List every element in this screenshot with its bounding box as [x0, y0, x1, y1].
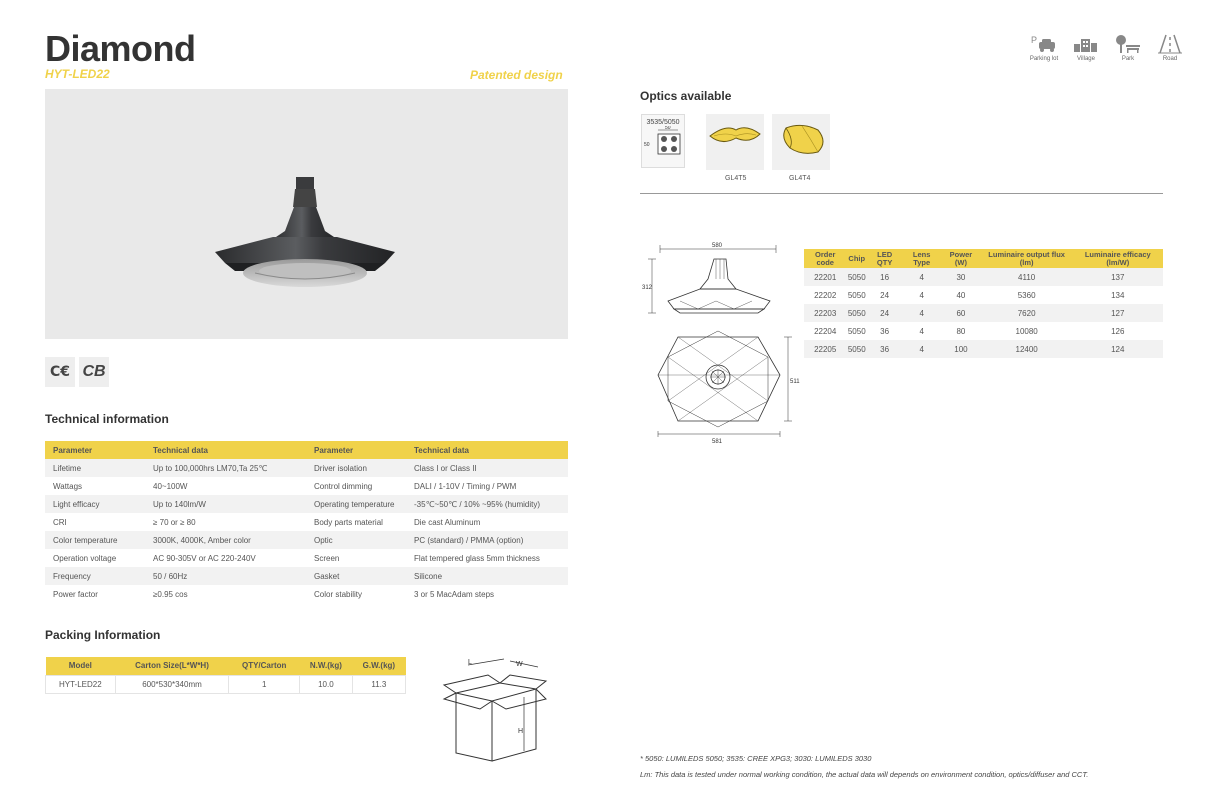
table-cell: 126 — [1073, 322, 1163, 340]
table-cell: Control dimming — [306, 477, 406, 495]
footnote-conditions: Lm: This data is tested under normal working condition, the actual data will depends on environment condition, optics/diffuser and CCT. — [640, 770, 1089, 779]
table-row — [45, 513, 568, 531]
technical-info-title: Technical information — [45, 412, 169, 426]
table-cell: 5360 — [981, 286, 1073, 304]
cb-mark: CB — [79, 357, 109, 387]
dim-width-bottom: 581 — [712, 439, 723, 445]
table-cell: Body parts material — [306, 513, 406, 531]
col-header: Chip — [846, 249, 867, 268]
table-cell: 137 — [1073, 268, 1163, 286]
table-cell: 24 — [867, 286, 902, 304]
table-cell: 60 — [941, 304, 981, 322]
carton-box-diagram — [440, 655, 550, 765]
table-cell: 11.3 — [352, 675, 405, 693]
table-cell: Flat tempered glass 5mm thickness — [406, 549, 568, 567]
table-header-row — [46, 657, 406, 675]
box-label-l: L — [468, 659, 472, 666]
patented-label: Patented design — [470, 68, 563, 82]
table-cell: 22201 — [804, 268, 846, 286]
dim-width-top: 580 — [712, 243, 723, 249]
col-header: Luminaire efficacy (lm/W) — [1073, 249, 1163, 268]
table-cell: 1 — [229, 675, 300, 693]
table-cell: Color stability — [306, 585, 406, 603]
luminaire-image — [45, 89, 568, 339]
col-header: Model — [46, 657, 116, 675]
certifications — [45, 357, 109, 387]
col-header: Order code — [804, 249, 846, 268]
app-parking — [1025, 34, 1063, 62]
table-cell: Power factor — [45, 585, 145, 603]
table-cell: Lifetime — [45, 459, 145, 477]
app-label: Park — [1121, 56, 1135, 62]
table-cell: 4110 — [981, 268, 1073, 286]
chip-label: 3535/5050 — [646, 119, 680, 126]
village-icon — [1072, 34, 1100, 54]
table-cell: 24 — [867, 304, 902, 322]
dim-depth: 511 — [790, 379, 800, 385]
dimension-drawing — [640, 235, 800, 445]
table-cell: 5050 — [846, 286, 867, 304]
table-row — [804, 340, 1163, 358]
order-table — [804, 249, 1163, 358]
table-cell: 4 — [902, 340, 941, 358]
table-cell: 30 — [941, 268, 981, 286]
table-cell: 22205 — [804, 340, 846, 358]
table-row — [45, 531, 568, 549]
table-cell: Up to 100,000hrs LM70,Ta 25℃ — [145, 459, 306, 477]
table-cell: 600*530*340mm — [115, 675, 229, 693]
table-cell: 40~100W — [145, 477, 306, 495]
table-cell: AC 90-305V or AC 220-240V — [145, 549, 306, 567]
chip-dim-w: 50 — [665, 126, 671, 131]
packing-table — [45, 657, 406, 694]
lens-gl4t4-icon — [772, 114, 830, 170]
table-cell: 10080 — [981, 322, 1073, 340]
dim-height: 312 — [642, 285, 653, 291]
application-icons — [1025, 34, 1189, 62]
table-cell: CRI — [45, 513, 145, 531]
table-cell: Up to 140lm/W — [145, 495, 306, 513]
col-header: Luminaire output flux (lm) — [981, 249, 1073, 268]
table-row — [45, 567, 568, 585]
ce-mark: C€ — [45, 357, 75, 387]
table-cell: Class I or Class II — [406, 459, 568, 477]
product-photo — [45, 89, 568, 339]
table-row — [804, 286, 1163, 304]
table-cell: Operation voltage — [45, 549, 145, 567]
table-cell: 3 or 5 MacAdam steps — [406, 585, 568, 603]
col-header: QTY/Carton — [229, 657, 300, 675]
road-icon — [1156, 34, 1184, 54]
col-header: Technical data — [406, 441, 568, 459]
table-cell: Wattags — [45, 477, 145, 495]
table-cell: 4 — [902, 268, 941, 286]
table-cell: ≥0.95 cos — [145, 585, 306, 603]
table-cell: 5050 — [846, 340, 867, 358]
app-park — [1109, 34, 1147, 62]
lens-gl4t4-image — [772, 114, 830, 170]
table-cell: Screen — [306, 549, 406, 567]
table-row — [45, 549, 568, 567]
table-cell: 36 — [867, 340, 902, 358]
table-cell: 22202 — [804, 286, 846, 304]
col-header: Carton Size(L*W*H) — [115, 657, 229, 675]
table-row — [804, 322, 1163, 340]
col-header: Parameter — [306, 441, 406, 459]
box-label-w: W — [516, 661, 523, 668]
packing-info-title: Packing Information — [45, 628, 161, 642]
technical-table — [45, 441, 568, 603]
lens-label: GL4T4 — [789, 175, 811, 182]
table-cell: Frequency — [45, 567, 145, 585]
table-row — [804, 268, 1163, 286]
col-header: Technical data — [145, 441, 306, 459]
table-cell: Driver isolation — [306, 459, 406, 477]
table-cell: 127 — [1073, 304, 1163, 322]
table-cell: 3000K, 4000K, Amber color — [145, 531, 306, 549]
table-cell: 100 — [941, 340, 981, 358]
table-cell: Operating temperature — [306, 495, 406, 513]
chip-diagram — [642, 126, 686, 162]
table-cell: 4 — [902, 304, 941, 322]
svg-text:P: P — [1031, 35, 1038, 45]
lens-gl4t5-icon — [706, 114, 764, 170]
col-header: Lens Type — [902, 249, 941, 268]
table-cell: Light efficacy — [45, 495, 145, 513]
table-cell: Silicone — [406, 567, 568, 585]
table-cell: 16 — [867, 268, 902, 286]
table-header-row — [804, 249, 1163, 268]
col-header: N.W.(kg) — [300, 657, 353, 675]
table-cell: HYT-LED22 — [46, 675, 116, 693]
lens-label: GL4T5 — [725, 175, 747, 182]
table-row — [45, 495, 568, 513]
table-cell: 80 — [941, 322, 981, 340]
table-row — [45, 477, 568, 495]
col-header: G.W.(kg) — [352, 657, 405, 675]
table-cell: 7620 — [981, 304, 1073, 322]
table-cell: 12400 — [981, 340, 1073, 358]
table-cell: 40 — [941, 286, 981, 304]
table-cell: 4 — [902, 286, 941, 304]
table-cell: 22204 — [804, 322, 846, 340]
table-row — [804, 304, 1163, 322]
app-label: Road — [1162, 56, 1178, 62]
table-cell: -35℃~50℃ / 10% ~95% (humidity) — [406, 495, 568, 513]
chip-dim-h: 50 — [644, 142, 650, 148]
col-header: Power (W) — [941, 249, 981, 268]
col-header: Parameter — [45, 441, 145, 459]
table-cell: DALI / 1-10V / Timing / PWM — [406, 477, 568, 495]
box-label-h: H — [518, 728, 524, 735]
table-cell: Color temperature — [45, 531, 145, 549]
led-chip-diagram — [641, 114, 685, 168]
table-cell: 124 — [1073, 340, 1163, 358]
footnote-chips: * 5050: LUMILEDS 5050; 3535: CREE XPG3; 3030: LUMILEDS 3030 — [640, 754, 872, 763]
table-cell: 36 — [867, 322, 902, 340]
table-cell: 5050 — [846, 304, 867, 322]
table-row — [46, 675, 406, 693]
optics-title: Optics available — [640, 89, 732, 103]
table-cell: 5050 — [846, 322, 867, 340]
parking-icon — [1030, 34, 1058, 54]
table-cell: Die cast Aluminum — [406, 513, 568, 531]
table-row — [45, 459, 568, 477]
app-road — [1151, 34, 1189, 62]
section-divider — [640, 193, 1163, 194]
lens-gl4t5-image — [706, 114, 764, 170]
table-row — [45, 585, 568, 603]
app-label: Village — [1077, 56, 1095, 62]
table-cell: 5050 — [846, 268, 867, 286]
product-title: Diamond — [45, 28, 196, 69]
table-cell: Optic — [306, 531, 406, 549]
model-code: HYT-LED22 — [45, 67, 110, 81]
app-village — [1067, 34, 1105, 62]
table-cell: 134 — [1073, 286, 1163, 304]
table-cell: 10.0 — [300, 675, 353, 693]
app-label: Parking lot — [1029, 56, 1059, 62]
table-cell: 50 / 60Hz — [145, 567, 306, 585]
col-header: LED QTY — [867, 249, 902, 268]
park-icon — [1114, 34, 1142, 54]
table-cell: ≥ 70 or ≥ 80 — [145, 513, 306, 531]
table-cell: 22203 — [804, 304, 846, 322]
table-header-row — [45, 441, 568, 459]
table-cell: Gasket — [306, 567, 406, 585]
table-cell: PC (standard) / PMMA (option) — [406, 531, 568, 549]
table-cell: 4 — [902, 322, 941, 340]
